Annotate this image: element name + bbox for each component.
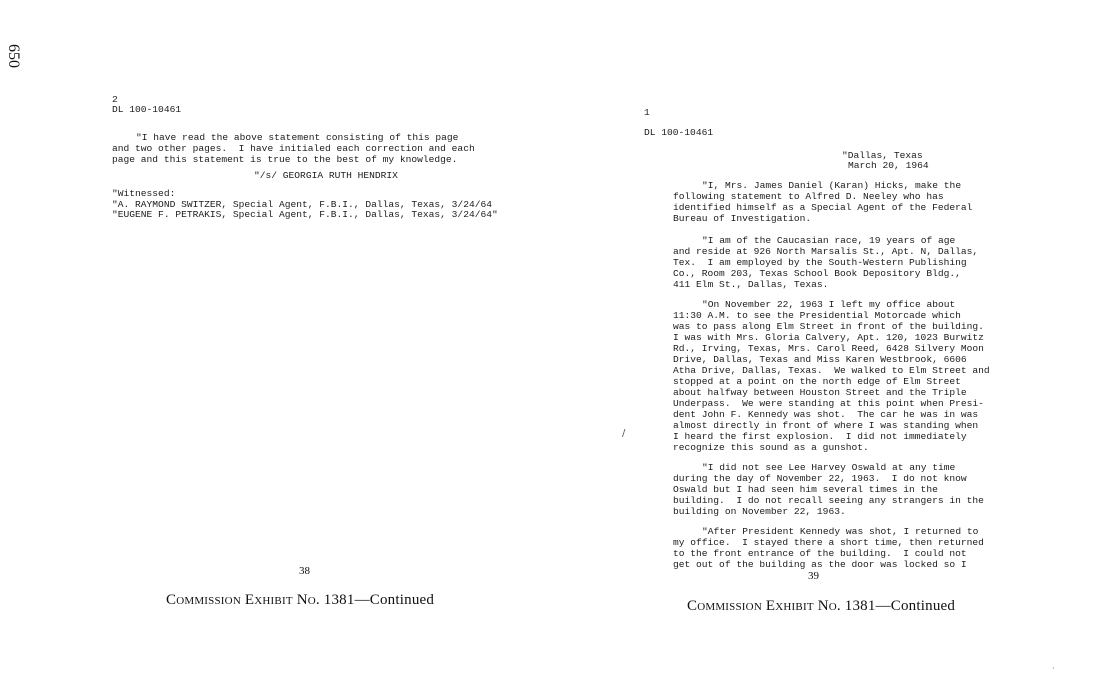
right-p3-line-13: I heard the first explosion. I did not immediately: [673, 431, 967, 442]
volume-page-number: 650: [5, 44, 22, 68]
stray-dot: ·: [1052, 664, 1055, 673]
left-witness-2: "EUGENE F. PETRAKIS, Special Agent, F.B.I., Dallas, Texas, 3/24/64": [112, 209, 498, 220]
left-page-number: 38: [299, 565, 310, 577]
left-page-seq: 2: [112, 94, 118, 105]
right-p3-line-12: almost directly in front of where I was standing when: [673, 420, 979, 431]
right-p4-line-2: during the day of November 22, 1963. I do not know: [673, 473, 967, 484]
left-statement-line-2: and two other pages. I have initialed each correction and each: [112, 143, 475, 154]
left-statement-line-3: page and this statement is true to the best of my knowledge.: [112, 154, 458, 165]
right-p4-line-4: building. I do not recall seeing any strangers in the: [673, 495, 984, 506]
right-p2-line-3: Tex. I am employed by the South-Western Publishing: [673, 257, 967, 268]
left-caption: [166, 592, 434, 609]
right-p3-line-4: I was with Mrs. Gloria Calvery, Apt. 120, 1023 Burwitz: [673, 332, 984, 343]
right-file-number: DL 100-10461: [644, 127, 714, 138]
right-page-number: 39: [808, 570, 819, 582]
right-caption-prefix: Commission Exhibit No. 1381: [687, 598, 876, 614]
right-p2-line-2: and reside at 926 North Marsalis St., Apt. N, Dallas,: [673, 246, 979, 257]
right-p4-line-5: building on November 22, 1963.: [673, 506, 846, 517]
right-p3-line-6: Drive, Dallas, Texas and Miss Karen Westbrook, 6606: [673, 354, 967, 365]
right-p1-line-4: Bureau of Investigation.: [673, 213, 812, 224]
left-witness-1: "A. RAYMOND SWITZER, Special Agent, F.B.I., Dallas, Texas, 3/24/64: [112, 199, 492, 210]
left-caption-prefix: Commission Exhibit No. 1381: [166, 592, 355, 608]
right-date: March 20, 1964: [848, 160, 929, 171]
right-p1-line-2: following statement to Alfred D. Neeley who has: [673, 191, 944, 202]
left-signature: "/s/ GEORGIA RUTH HENDRIX: [254, 170, 398, 181]
right-p3-line-1: "On November 22, 1963 I left my office about: [702, 299, 956, 310]
left-statement-line-1: "I have read the above statement consisting of this page: [136, 132, 459, 143]
right-p4-line-1: "I did not see Lee Harvey Oswald at any time: [702, 462, 956, 473]
right-p2-line-1: "I am of the Caucasian race, 19 years of age: [702, 235, 956, 246]
right-p1-line-3: identified himself as a Special Agent of the Federal: [673, 202, 973, 213]
right-p5-line-3: to the front entrance of the building. I could not: [673, 548, 967, 559]
right-p3-line-2: 11:30 A.M. to see the Presidential Motorcade which: [673, 310, 961, 321]
right-p5-line-4: get out of the building as the door was locked so I: [673, 559, 967, 570]
right-place: "Dallas, Texas: [842, 150, 923, 161]
stray-mark: /: [622, 428, 626, 439]
right-p2-line-4: Co., Room 203, Texas School Book Depository Bldg.,: [673, 268, 961, 279]
right-p5-line-2: my office. I stayed there a short time, then returned: [673, 537, 984, 548]
right-p3-line-9: about halfway between Houston Street and the Triple: [673, 387, 967, 398]
right-p2-line-5: 411 Elm St., Dallas, Texas.: [673, 279, 829, 290]
right-p3-line-14: recognize this sound as a gunshot.: [673, 442, 869, 453]
right-p3-line-3: was to pass along Elm Street in front of the building.: [673, 321, 984, 332]
right-p3-line-7: Atha Drive, Dallas, Texas. We walked to Elm Street and: [673, 365, 990, 376]
left-file-number: DL 100-10461: [112, 104, 182, 115]
left-caption-suffix: —Continued: [354, 592, 435, 608]
right-caption: [687, 598, 955, 615]
right-p5-line-1: "After President Kennedy was shot, I returned to: [702, 526, 979, 537]
left-witnessed-label: "Witnessed:: [112, 188, 176, 199]
right-caption-suffix: —Continued: [875, 598, 956, 614]
right-p1-line-1: "I, Mrs. James Daniel (Karan) Hicks, make the: [702, 180, 962, 191]
right-p4-line-3: Oswald but I had seen him several times in the: [673, 484, 938, 495]
right-p3-line-11: dent John F. Kennedy was shot. The car he was in was: [673, 409, 979, 420]
right-page-seq: 1: [644, 107, 650, 118]
right-p3-line-5: Rd., Irving, Texas, Mrs. Carol Reed, 6428 Silvery Moon: [673, 343, 984, 354]
right-p3-line-10: Underpass. We were standing at this point when Presi-: [673, 398, 984, 409]
right-p3-line-8: stopped at a point on the north edge of Elm Street: [673, 376, 961, 387]
